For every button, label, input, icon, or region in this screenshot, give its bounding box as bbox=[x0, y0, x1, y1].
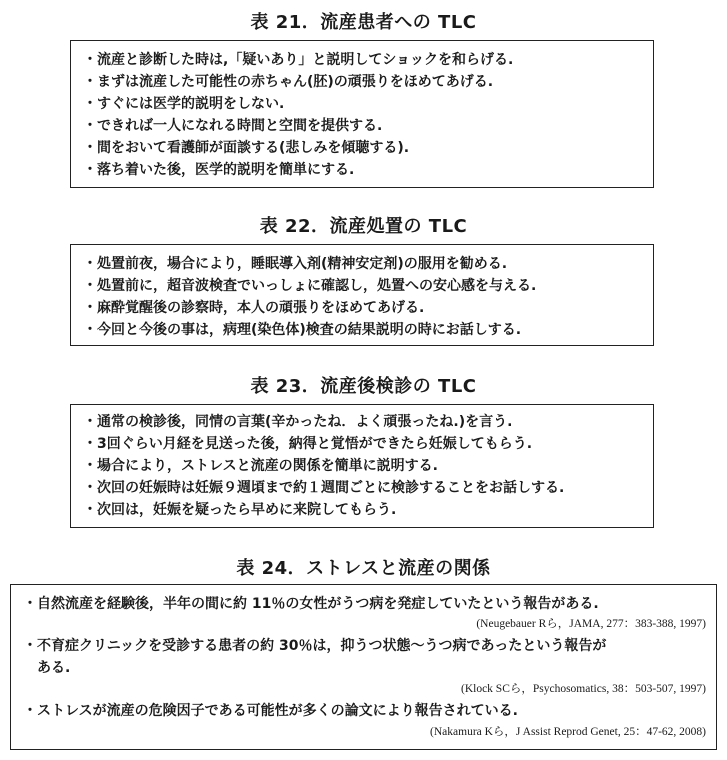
list-item: ・自然流産を経験後，半年の間に約 11％の女性がうつ病を発症していたという報告がある. bbox=[23, 596, 599, 612]
list-item: ・麻酔覚醒後の診察時，本人の頑張りをほめてあげる. bbox=[83, 300, 425, 316]
list-item: ・場合により，ストレスと流産の関係を簡単に説明する. bbox=[83, 458, 438, 474]
list-item: ・すぐには医学的説明をしない. bbox=[83, 96, 285, 112]
table-21-box bbox=[70, 40, 654, 188]
table-24-title: 表 24．ストレスと流産の関係 bbox=[236, 558, 491, 579]
table-23-title: 表 23．流産後検診の TLC bbox=[250, 376, 477, 397]
list-item: ・間をおいて看護師が面談する(悲しみを傾聴する). bbox=[83, 140, 410, 156]
citation: (Klock SCら，Psychosomatics, 38：503-507, 1997) bbox=[460, 683, 706, 695]
list-item: ・不育症クリニックを受診する患者の約 30％は，抑うつ状態〜うつ病であったという報告が bbox=[23, 638, 607, 654]
list-item: ・今回と今後の事は，病理(染色体)検査の結果説明の時にお話しする. bbox=[83, 322, 522, 338]
citation: (Nakamura Kら，J Assist Reprod Genet, 25：47-62, 2008) bbox=[430, 726, 706, 738]
list-item: ・落ち着いた後，医学的説明を簡単にする. bbox=[83, 162, 355, 178]
table-23-box bbox=[70, 404, 654, 528]
table-22-title: 表 22．流産処置の TLC bbox=[259, 216, 468, 237]
table-21-title: 表 21．流産患者への TLC bbox=[250, 12, 477, 33]
list-item: ・処置前夜，場合により，睡眠導入剤(精神安定剤)の服用を勧める. bbox=[83, 256, 508, 272]
list-item: ・まずは流産した可能性の赤ちゃん(胚)の頑張りをほめてあげる. bbox=[83, 74, 494, 90]
list-item: ・通常の検診後，同情の言葉(辛かったね．よく頑張ったね.)を言う. bbox=[83, 414, 513, 430]
list-item: ・流産と診断した時は,「疑いあり」と説明してショックを和らげる. bbox=[83, 52, 514, 68]
list-item: ・ストレスが流産の危険因子である可能性が多くの論文により報告されている. bbox=[23, 703, 518, 719]
list-item-continuation: ある. bbox=[37, 660, 71, 676]
citation: (Neugebauer Rら，JAMA, 277：383-388, 1997) bbox=[476, 618, 706, 630]
table-24-box bbox=[10, 584, 717, 750]
table-22-box bbox=[70, 244, 654, 346]
list-item: ・次回の妊娠時は妊娠９週頃まで約１週間ごとに検診することをお話しする. bbox=[83, 480, 565, 496]
list-item: ・次回は，妊娠を疑ったら早めに来院してもらう. bbox=[83, 502, 397, 518]
list-item: ・3回ぐらい月経を見送った後，納得と覚悟ができたら妊娠してもらう. bbox=[83, 436, 533, 452]
list-item: ・処置前に，超音波検査でいっしょに確認し，処置への安心感を与える. bbox=[83, 278, 537, 294]
list-item: ・できれば一人になれる時間と空間を提供する. bbox=[83, 118, 383, 134]
